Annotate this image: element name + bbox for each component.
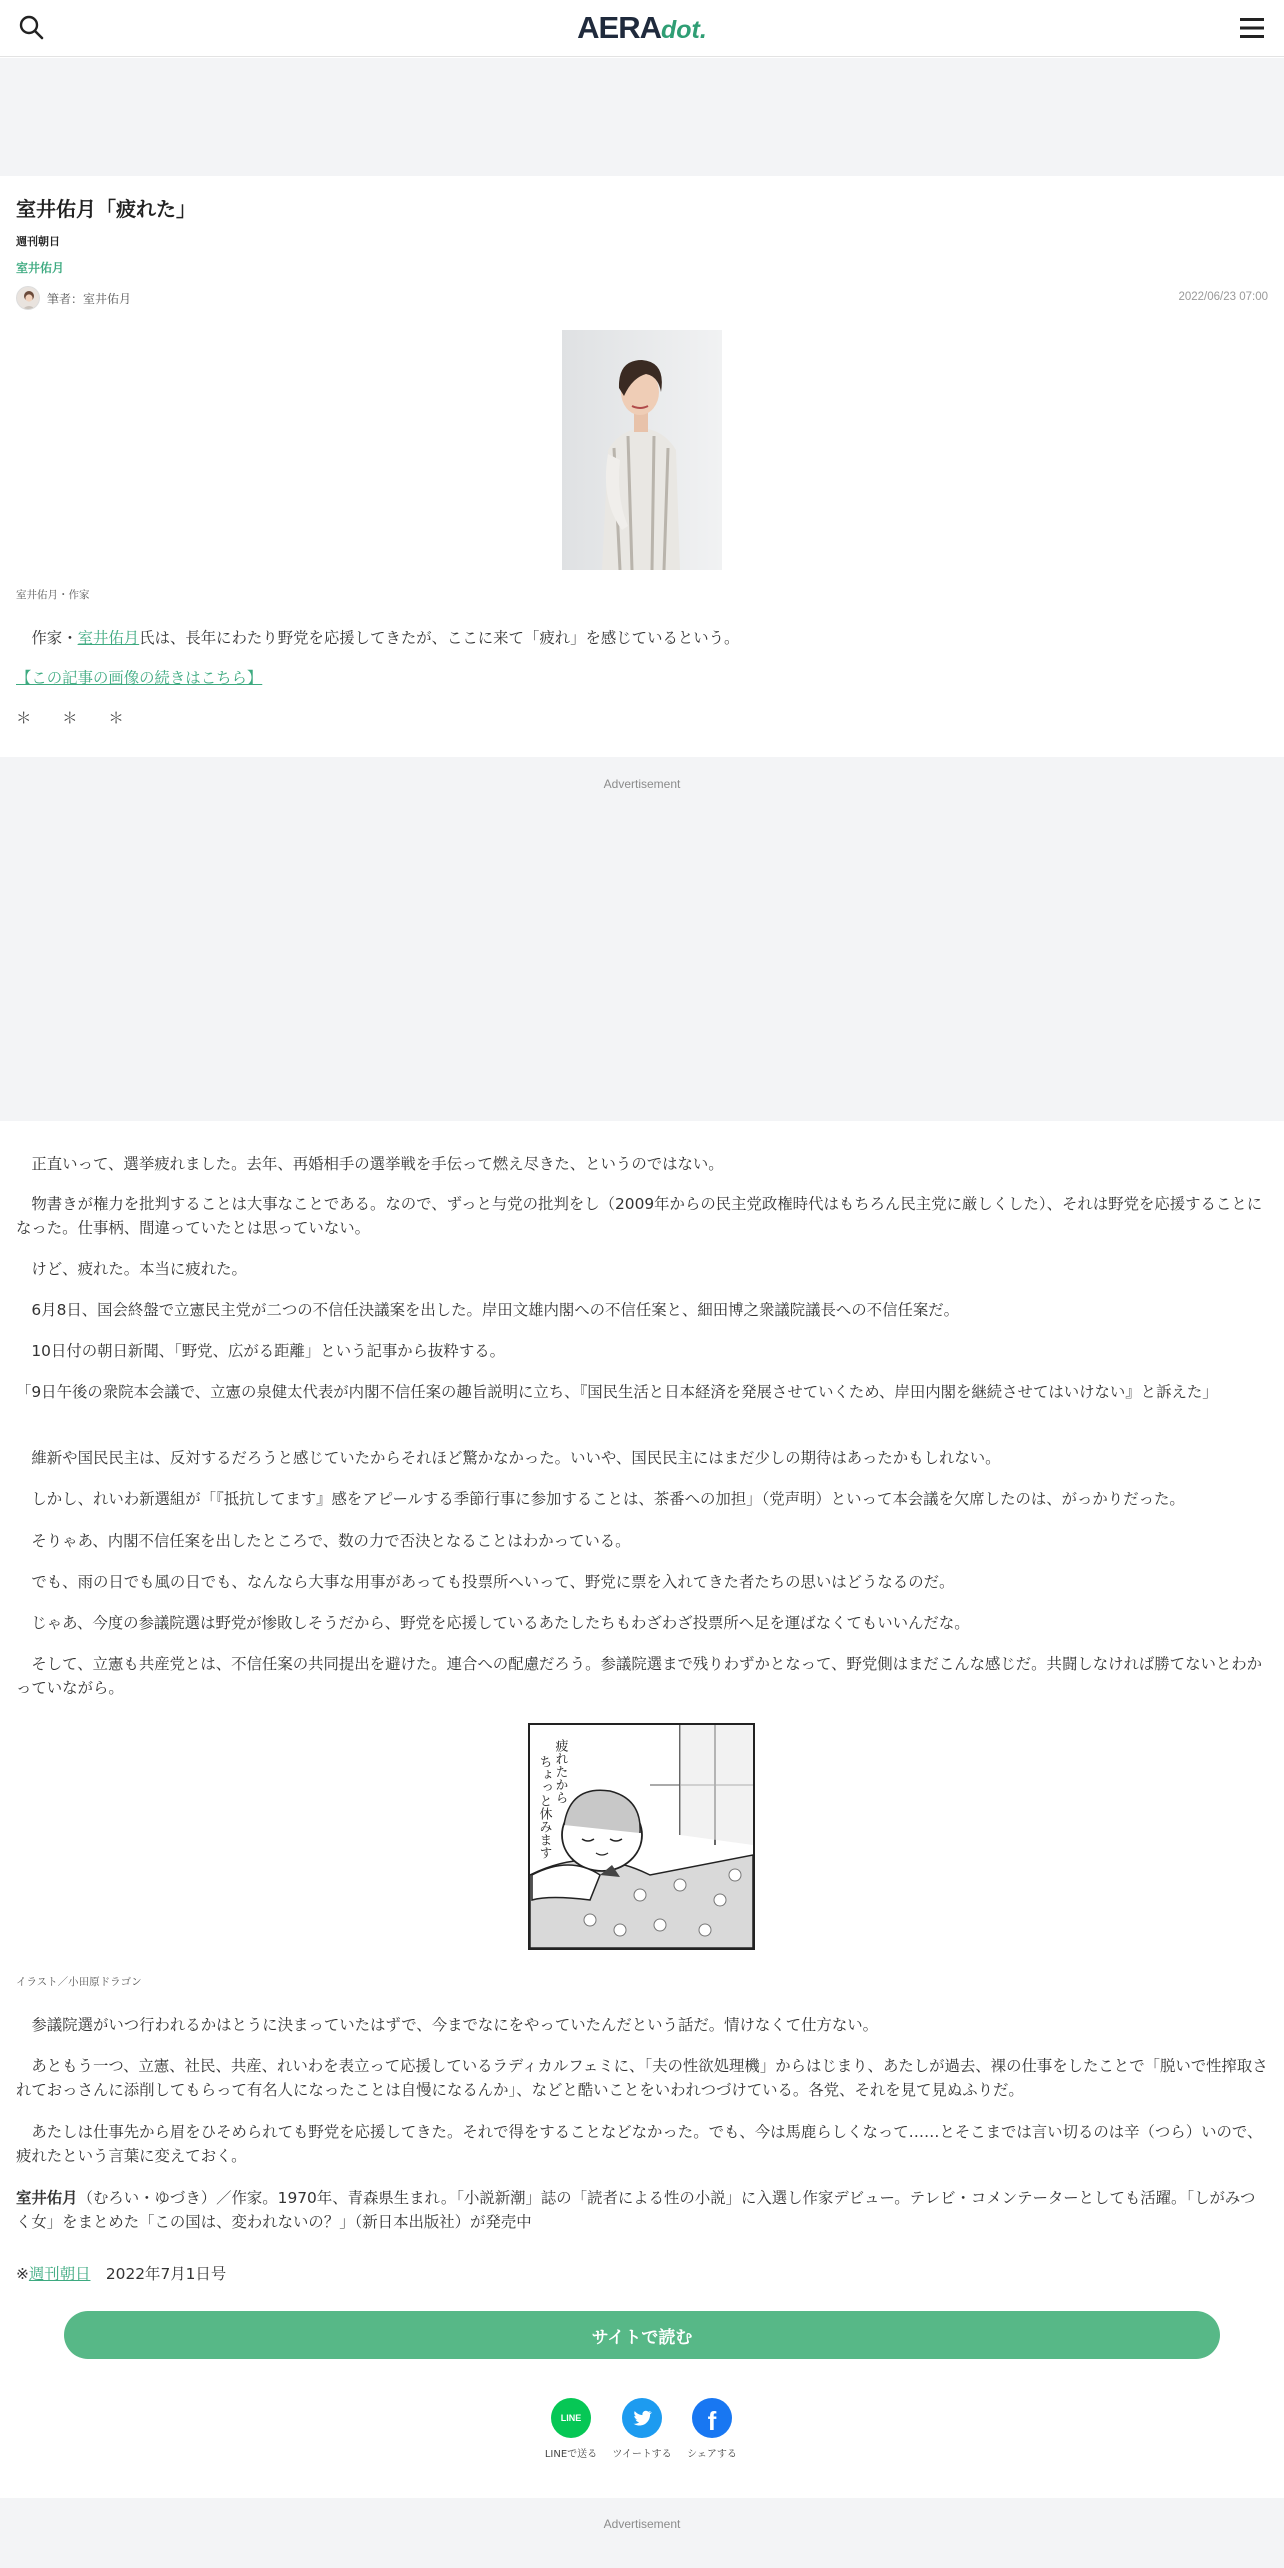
illustration-caption: イラスト／小田原ドラゴン [16, 1976, 142, 1988]
body-paragraph-3: けど、疲れた。本当に疲れた。 [16, 1260, 247, 1278]
ad-label-middle: Advertisement [603, 777, 681, 791]
svg-text:ちょっと休みます: ちょっと休みます [536, 1755, 552, 1859]
body-paragraph-5: 10日付の朝日新聞、「野党、広がる距離」という記事から抜粋する。 [16, 1342, 505, 1360]
author-avatar [16, 286, 40, 310]
facebook-share-label: シェアする [687, 2449, 737, 2460]
line-share-button[interactable] [536, 2398, 606, 2460]
magazine-name: 週刊朝日 [16, 235, 60, 248]
ad-label-bottom: Advertisement [603, 2517, 681, 2531]
source-issue: 2022年7月1日号 [105, 2265, 227, 2283]
intro-prefix: 作家・ [31, 629, 78, 647]
middle-ad-area[interactable] [0, 757, 1284, 1121]
author-portrait-photo[interactable] [562, 330, 722, 570]
source-line [16, 2262, 1268, 2286]
body-paragraph-4: 6月8日、国会終盤で立憲民主党が二つの不信任決議案を出した。岸田文雄内閣への不信任案と、細田博之衆議院議長への不信任案だ。 [16, 1301, 960, 1319]
body-paragraph-7: 維新や国民民主は、反対するだろうと感じていたからそれほど驚かなかった。いいや、国民民主にはまだ少しの期待はあったかもしれない。 [16, 1449, 1001, 1467]
article-title: 室井佑月「疲れた」 [16, 197, 196, 221]
facebook-icon [692, 2398, 732, 2438]
intro-author-link[interactable]: 室井佑月 [77, 629, 140, 647]
body-paragraph-13: 参議院選がいつ行われるかはとうに決まっていたはずで、今までなにをやっていたんだという話だ。情けなくて仕方ない。 [16, 2016, 879, 2034]
photo-caption: 室井佑月・作家 [16, 589, 90, 601]
menu-button[interactable] [1236, 12, 1268, 44]
read-on-site-button[interactable]: サイトで読む [64, 2311, 1220, 2359]
body-paragraph-9: そりゃあ、内閣不信任案を出したところで、数の力で否決となることはわかっている。 [16, 1532, 631, 1550]
body-paragraph-15: あたしは仕事先から眉をひそめられても野党を応援してきた。それで得をすることなどなかった。でも、今は馬鹿らしくなって……とそこまでは言い切るのは辛（つら）いので、疲れたという言葉に変えておく。 [16, 2123, 1263, 2165]
hamburger-menu-icon [1236, 12, 1268, 44]
intro-paragraph [16, 626, 1268, 650]
body-paragraph-1: 正直いって、選挙疲れました。去年、再婚相手の選挙戦を手伝って燃え尽きた、というのではない。 [16, 1155, 724, 1173]
body-paragraph-14: あともう一つ、立憲、社民、共産、れいわを表立って応援しているラディカルフェミに、「夫の性欲処理機」からはじまり、あたしが過去、裸の仕事をしたことで「脱いで性搾取されておっさんに添削してもらって有名人になったことは自慢になるんか」、などと酷いことをいわれつづけている。各党、それを見て見ぬふりだ。 [16, 2057, 1268, 2099]
author-tag-link[interactable]: 室井佑月 [16, 261, 65, 275]
source-prefix: ※ [16, 2265, 29, 2283]
top-ad-area[interactable] [0, 58, 1284, 176]
profile-text: （むろい・ゆづき）／作家。1970年、青森県生まれ。「小説新潮」誌の「読者による性の小説」に入選し作家デビュー。テレビ・コメンテーターとしても活躍。「しがみつく女」をまとめた「この国は、変われないの？」（新日本出版社）が発売中 [16, 2189, 1256, 2231]
intro-suffix: 氏は、長年にわたり野党を応援してきたが、ここに来て「疲れ」を感じているという。 [139, 629, 740, 647]
byline [16, 286, 131, 310]
bottom-ad-area[interactable] [0, 2498, 1284, 2568]
twitter-share-button[interactable] [607, 2398, 677, 2460]
source-magazine-link[interactable]: 週刊朝日 [28, 2265, 91, 2283]
site-logo[interactable] [0, 10, 1284, 46]
line-icon [551, 2398, 591, 2438]
more-images-link[interactable]: 【この記事の画像の続きはこちら】 [16, 669, 263, 687]
body-paragraph-11: じゃあ、今度の参議院選は野党が惨敗しそうだから、野党を応援しているあたしたちもわざわざ投票所へ足を運ばなくてもいいんだな。 [16, 1614, 970, 1632]
profile-name: 室井佑月 [16, 2189, 78, 2207]
twitter-bird-icon [622, 2398, 662, 2438]
line-share-label: LINEで送る [544, 2449, 598, 2460]
facebook-icon-letter: f [707, 2405, 717, 2436]
body-paragraph-8: しかし、れいわ新選組が「『抵抗してます』感をアピールする季節行事に参加することは、茶番への加担」（党声明）といって本会議を欠席したのは、がっかりだった。 [16, 1490, 1185, 1508]
author-profile [16, 2186, 1268, 2234]
section-separator: ＊ ＊ ＊ [16, 709, 124, 727]
twitter-share-label: ツイートする [612, 2449, 672, 2460]
logo-aera: AERA [577, 10, 661, 45]
body-paragraph-2: 物書きが権力を批判することは大事なことである。なので、ずっと与党の批判をし（2009年からの民主党政権時代はもちろん民主党に厳しくした）、それは野党を応援することになった。仕事柄、間違っていたとは思っていない。 [16, 1195, 1263, 1237]
logo-dot: dot. [661, 16, 707, 44]
body-paragraph-10: でも、雨の日でも風の日でも、なんなら大事な用事があっても投票所へいって、野党に票を入れてきた者たちの思いはどうなるのだ。 [16, 1573, 955, 1591]
svg-text:疲れたから: 疲れたから [552, 1739, 568, 1804]
comic-illustration[interactable] [528, 1723, 755, 1950]
site-header [0, 0, 1284, 57]
publish-date: 2022/06/23 07:00 [1178, 291, 1268, 303]
byline-text: 筆者：室井佑月 [47, 291, 132, 306]
line-icon-text: LINE [560, 2413, 582, 2423]
body-paragraph-12: そして、立憲も共産党とは、不信任案の共同提出を避けた。連合への配慮だろう。参議院選まで残りわずかとなって、野党側はまだこんな感じだ。共闘しなければ勝てないとわかっていながら。 [16, 1655, 1263, 1697]
facebook-share-button[interactable] [677, 2398, 747, 2460]
body-paragraph-6: 「9日午後の衆院本会議で、立憲の泉健太代表が内閣不信任案の趣旨説明に立ち、『国民生活と日本経済を発展させていくため、岸田内閣を継続させてはいけない』と訴えた」 [16, 1383, 1218, 1401]
